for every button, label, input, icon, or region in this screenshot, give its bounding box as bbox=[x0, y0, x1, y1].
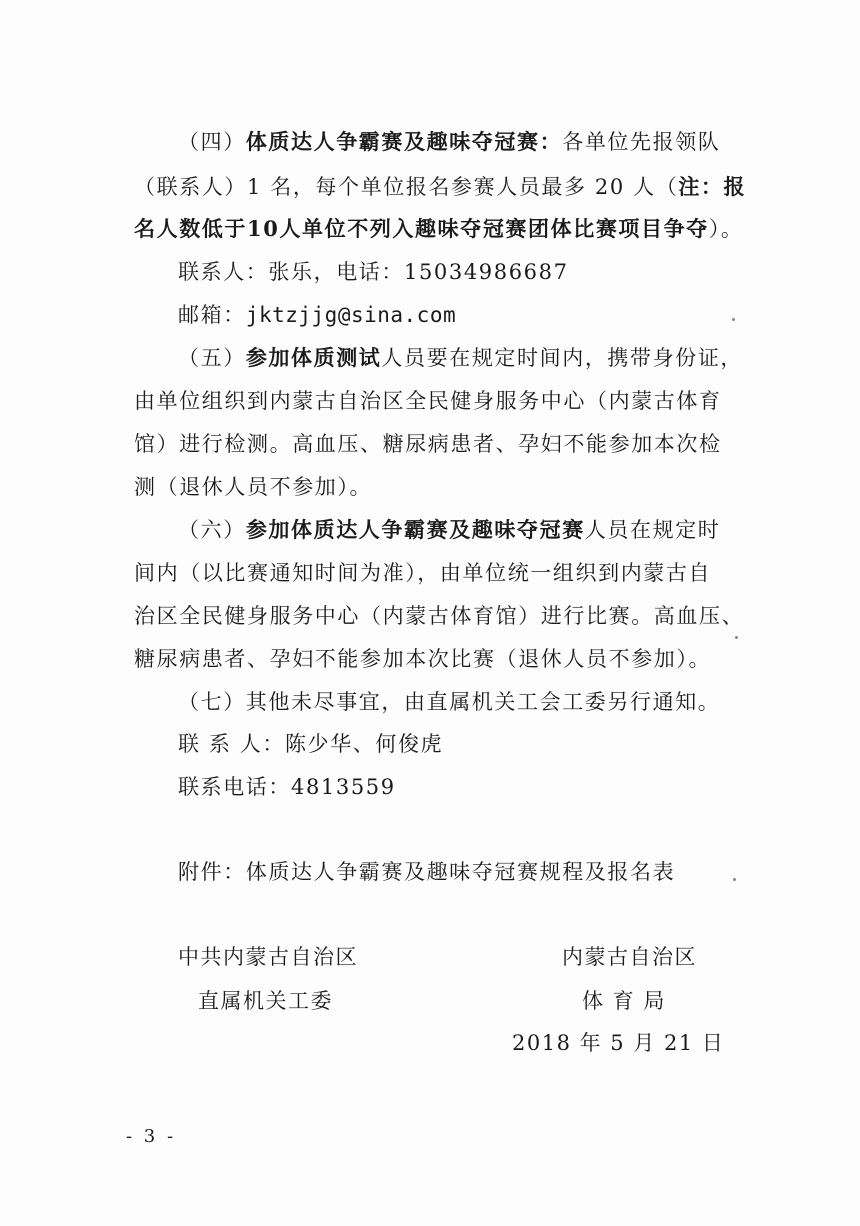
signature-right-line1: 内蒙古自治区 bbox=[562, 945, 697, 969]
section4-line1 bbox=[178, 127, 720, 157]
page-number: - 3 - bbox=[126, 1126, 177, 1147]
section5-title: 参加体质测试 bbox=[245, 345, 382, 370]
signature-date: 2018 年 5 月 21 日 bbox=[512, 1031, 725, 1055]
email-label: 邮箱： bbox=[178, 303, 246, 327]
section5-prefix: （五） bbox=[178, 346, 246, 370]
contact-people: 联 系 人：陈少华、何俊虎 bbox=[178, 732, 444, 756]
signature-left-line2: 直属机关工委 bbox=[198, 989, 333, 1013]
scan-speck bbox=[732, 318, 735, 321]
section7-line1: （七）其他未尽事宜，由直属机关工会工委另行通知。 bbox=[178, 690, 721, 714]
section6-line4: 糖尿病患者、孕妇不能参加本次比赛（退休人员不参加）。 bbox=[134, 647, 712, 671]
section6-prefix: （六） bbox=[178, 518, 246, 542]
section4-line3 bbox=[134, 214, 744, 244]
section4-note-start: 注：报 bbox=[678, 174, 747, 199]
section4-email-line bbox=[178, 300, 456, 330]
section4-title: 体质达人争霸赛及趣味夺冠赛： bbox=[245, 129, 563, 154]
email-address: jktzjjg@sina.com bbox=[245, 303, 457, 327]
attachment-line: 附件：体质达人争霸赛及趣味夺冠赛规程及报名表 bbox=[178, 860, 676, 884]
section4-line1-rest: 各单位先报领队 bbox=[562, 130, 721, 154]
signature-left-line1: 中共内蒙古自治区 bbox=[178, 945, 358, 969]
section4-line2 bbox=[134, 172, 746, 202]
scan-speck bbox=[735, 636, 738, 639]
section5-line1-rest: 人员要在规定时间内，携带身份证， bbox=[381, 346, 744, 370]
scan-speck bbox=[733, 878, 736, 881]
section4-contact: 联系人：张乐，电话：15034986687 bbox=[178, 260, 569, 284]
section6-line2: 间内（以比赛通知时间为准），由单位统一组织到内蒙古自 bbox=[134, 561, 712, 585]
section4-note: 名人数低于10人单位不列入趣味夺冠赛团体比赛项目争夺 bbox=[134, 216, 709, 241]
section4-line3-end: ）。 bbox=[708, 217, 744, 241]
section5-line2: 由单位组织到内蒙古自治区全民健身服务中心（内蒙古体育 bbox=[134, 389, 722, 413]
section6-title: 参加体质达人争霸赛及趣味夺冠赛 bbox=[245, 517, 585, 542]
contact-phone: 联系电话：4813559 bbox=[178, 775, 396, 799]
section5-line4: 测（退休人员不参加）。 bbox=[134, 475, 373, 499]
section6-line1 bbox=[178, 515, 720, 545]
section5-line1 bbox=[178, 343, 743, 373]
section6-line3: 治区全民健身服务中心（内蒙古体育馆）进行比赛。高血压、 bbox=[134, 604, 745, 628]
section4-line2-text: （联系人）1 名，每个单位报名参赛人员最多 20 人（ bbox=[134, 175, 679, 199]
signature-right-line2: 体 育 局 bbox=[582, 989, 666, 1013]
section5-line3: 馆）进行检测。高血压、糖尿病患者、孕妇不能参加本次检 bbox=[134, 432, 722, 456]
section6-line1-rest: 人员在规定时 bbox=[584, 518, 721, 542]
section4-prefix: （四） bbox=[178, 130, 246, 154]
